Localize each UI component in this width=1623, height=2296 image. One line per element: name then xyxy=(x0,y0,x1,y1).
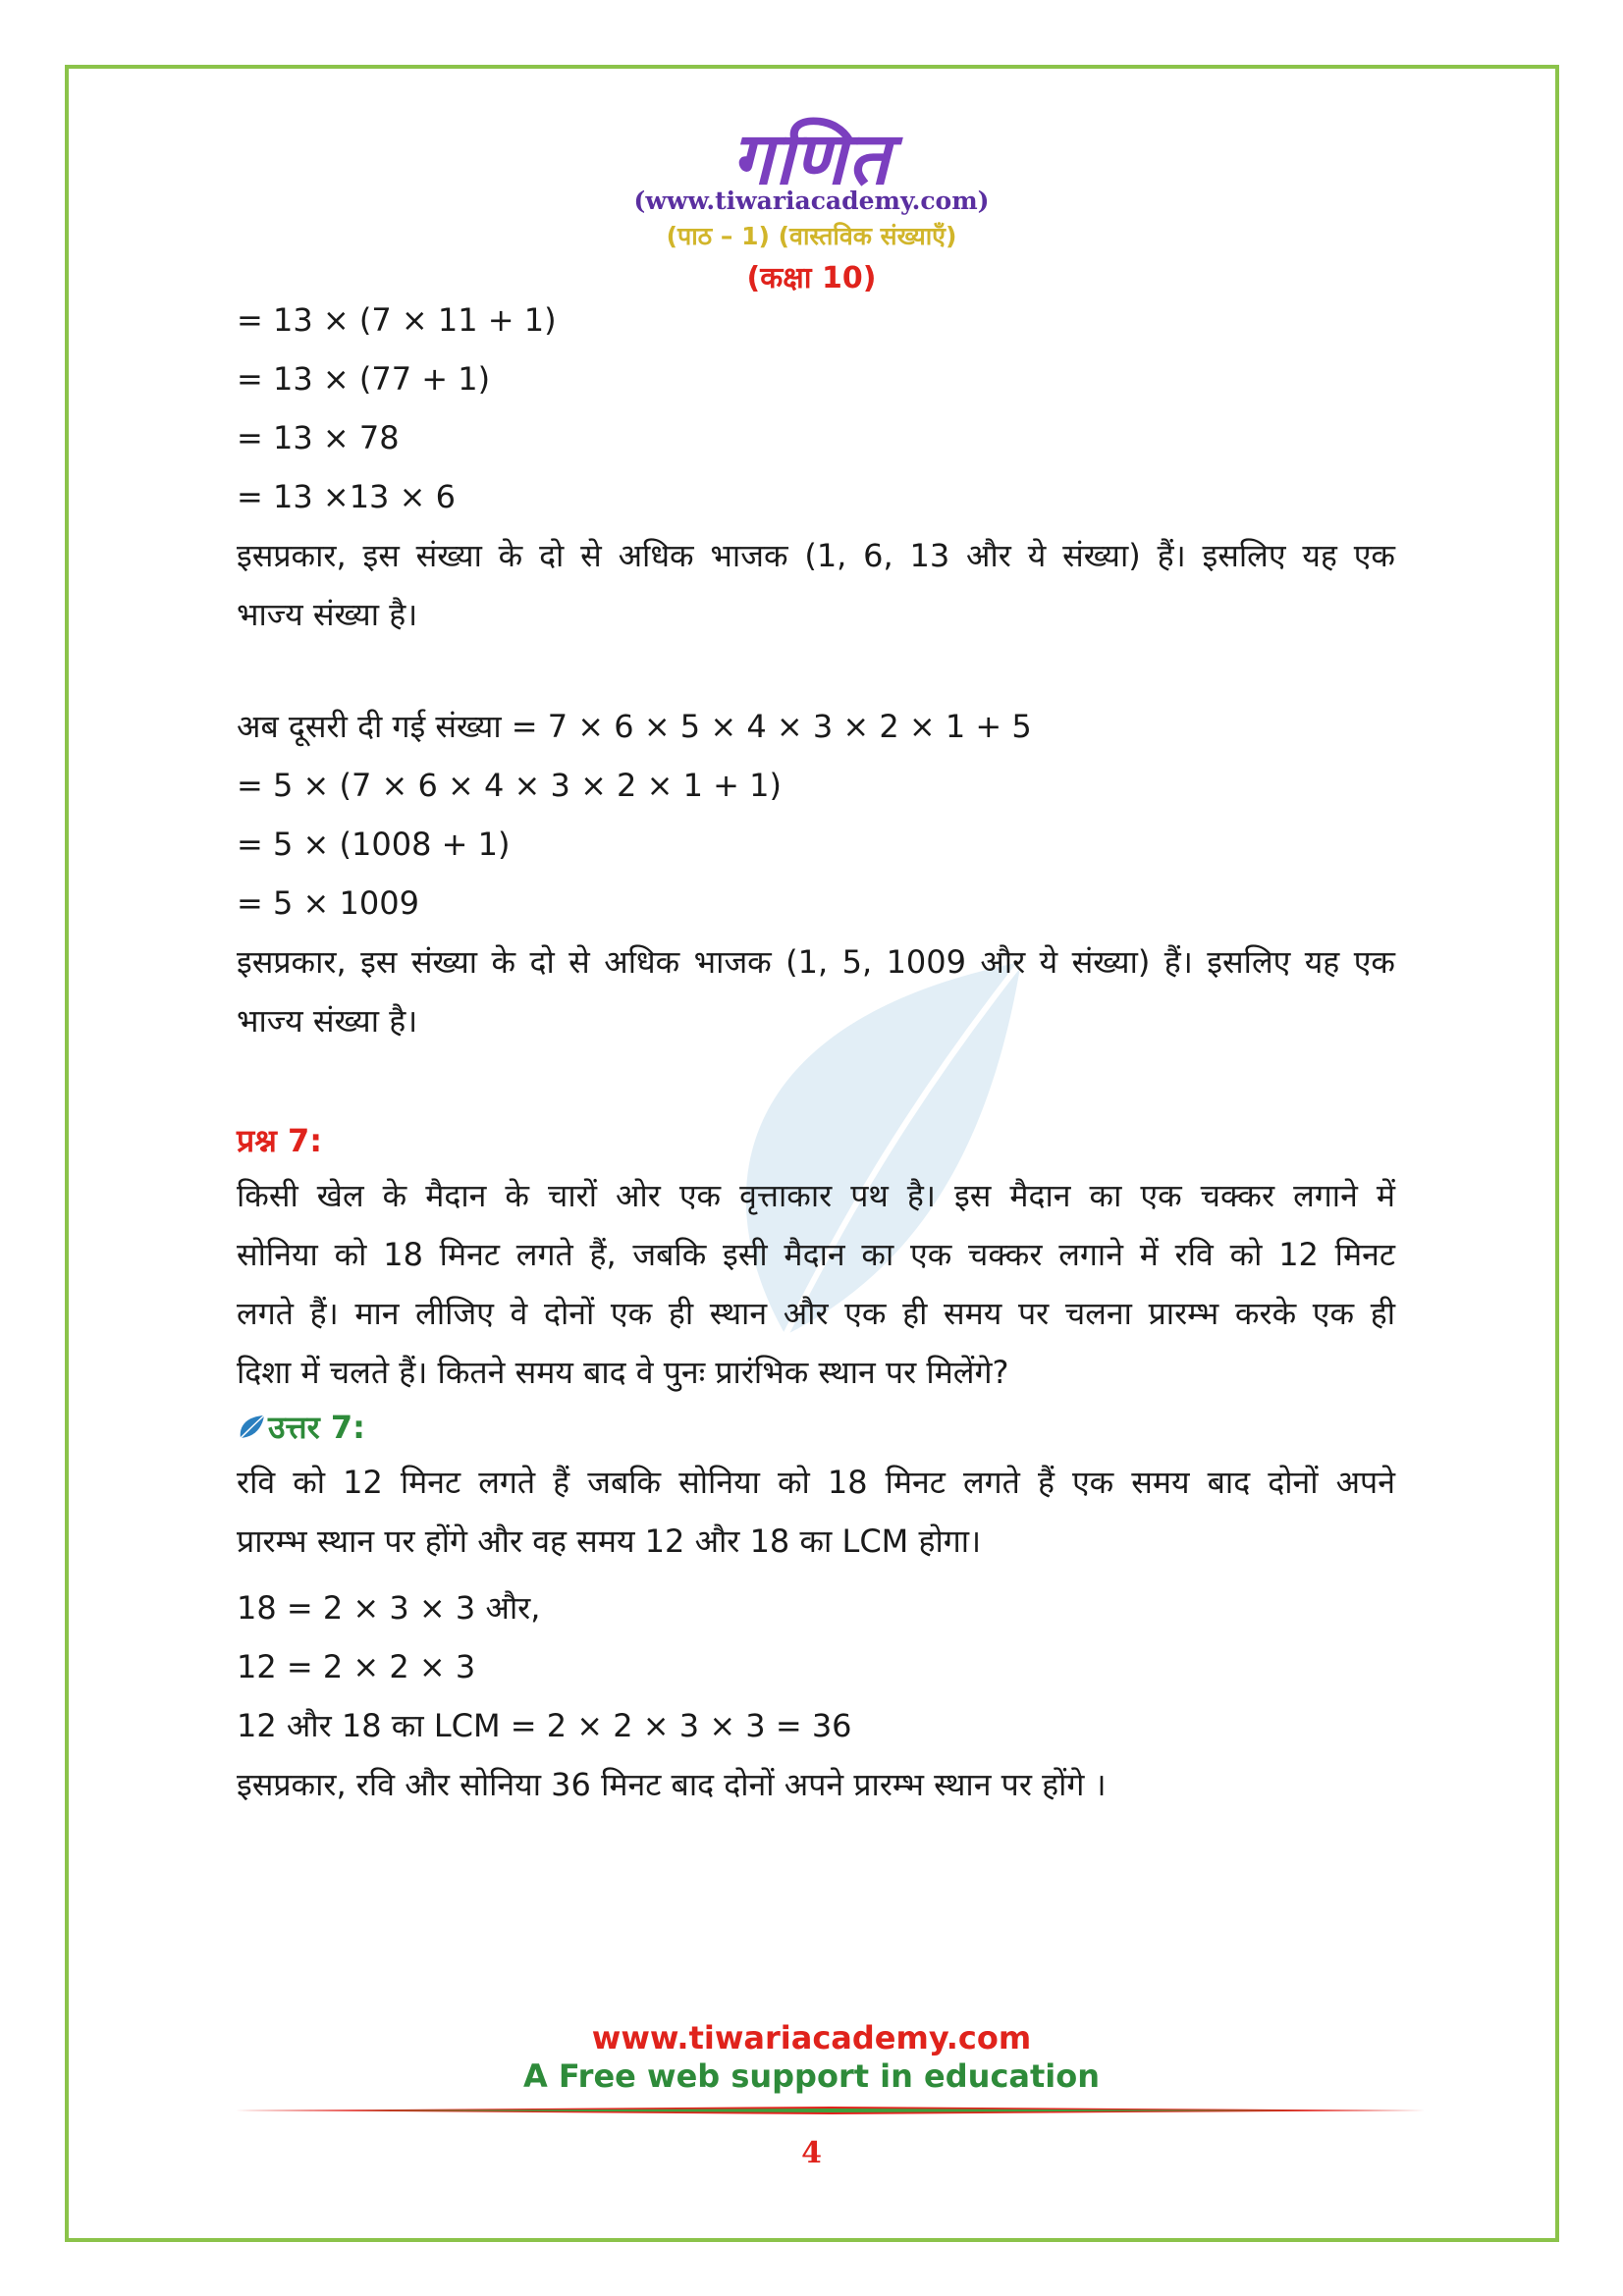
equation-line: 18 = 2 × 3 × 3 और, xyxy=(237,1589,541,1627)
equation-line: = 5 × (1008 + 1) xyxy=(237,826,511,863)
footer-url: www.tiwariacademy.com xyxy=(591,2019,1032,2056)
equation-line: 12 = 2 × 2 × 3 xyxy=(237,1648,476,1685)
answer-label: उत्तर 7: xyxy=(268,1409,365,1446)
header-website: (www.tiwariacademy.com) xyxy=(633,187,990,215)
header-chapter: (पाठ – 1) (वास्तविक संख्याएँ) xyxy=(666,222,957,250)
equation-line: = 13 × (77 + 1) xyxy=(237,360,491,398)
question-text-line: दिशा में चलते हैं। कितने समय बाद वे पुनः प्रारंभिक स्थान पर मिलेंगे? xyxy=(237,1354,1009,1391)
conclusion-line: इसप्रकार, इस संख्या के दो से अधिक भाजक (1, 5, 1009 और ये संख्या) हैं। इसलिए यह एक xyxy=(237,943,1395,981)
page-title: गणित xyxy=(731,117,892,201)
answer-text-line: रवि को 12 मिनट लगते हैं जबकि सोनिया को 18 मिनट लगते हैं एक समय बाद दोनों अपने xyxy=(237,1464,1395,1501)
main-content xyxy=(237,291,1395,1814)
equation-line: = 5 × 1009 xyxy=(237,884,419,922)
question-text-line: सोनिया को 18 मिनट लगते हैं, जबकि इसी मैदान का एक चक्कर लगाने में रवि को 12 मिनट xyxy=(237,1236,1395,1273)
answer-text-line: प्रारम्भ स्थान पर होंगे और वह समय 12 और 18 का LCM होगा। xyxy=(237,1522,982,1560)
page-number: 4 xyxy=(801,2136,822,2170)
question-text-line: किसी खेल के मैदान के चारों ओर एक वृत्ताकार पथ है। इस मैदान का एक चक्कर लगाने में xyxy=(237,1177,1395,1214)
conclusion-line: भाज्य संख्या है। xyxy=(237,1002,418,1040)
header-class: (कक्षा 10) xyxy=(746,261,877,295)
conclusion-line: इसप्रकार, रवि और सोनिया 36 मिनट बाद दोनों अपने प्रारम्भ स्थान पर होंगे । xyxy=(237,1766,1107,1803)
equation-line: 12 और 18 का LCM = 2 × 2 × 3 × 3 = 36 xyxy=(237,1707,852,1744)
equation-line: = 13 ×13 × 6 xyxy=(237,478,456,515)
question-label: प्रश्न 7: xyxy=(237,1122,323,1159)
footer-divider xyxy=(236,2107,1426,2114)
equation-line: अब दूसरी दी गई संख्या = 7 × 6 × 5 × 4 × 3 × 2 × 1 + 5 xyxy=(237,708,1032,745)
tiwari-leaf-icon xyxy=(237,1413,266,1442)
conclusion-line: भाज्य संख्या है। xyxy=(237,596,418,633)
conclusion-line: इसप्रकार, इस संख्या के दो से अधिक भाजक (1, 6, 13 और ये संख्या) हैं। इसलिए यह एक xyxy=(237,537,1395,574)
equation-line: = 5 × (7 × 6 × 4 × 3 × 2 × 1 + 1) xyxy=(237,767,782,804)
equation-line: = 13 × 78 xyxy=(237,419,400,456)
answer-heading xyxy=(237,1402,1395,1453)
question-text-line: लगते हैं। मान लीजिए वे दोनों एक ही स्थान और एक ही समय पर चलना प्रारम्भ करके एक ही xyxy=(237,1295,1395,1332)
footer-tagline: A Free web support in education xyxy=(522,2057,1101,2095)
equation-line: = 13 × (7 × 11 + 1) xyxy=(237,301,557,339)
